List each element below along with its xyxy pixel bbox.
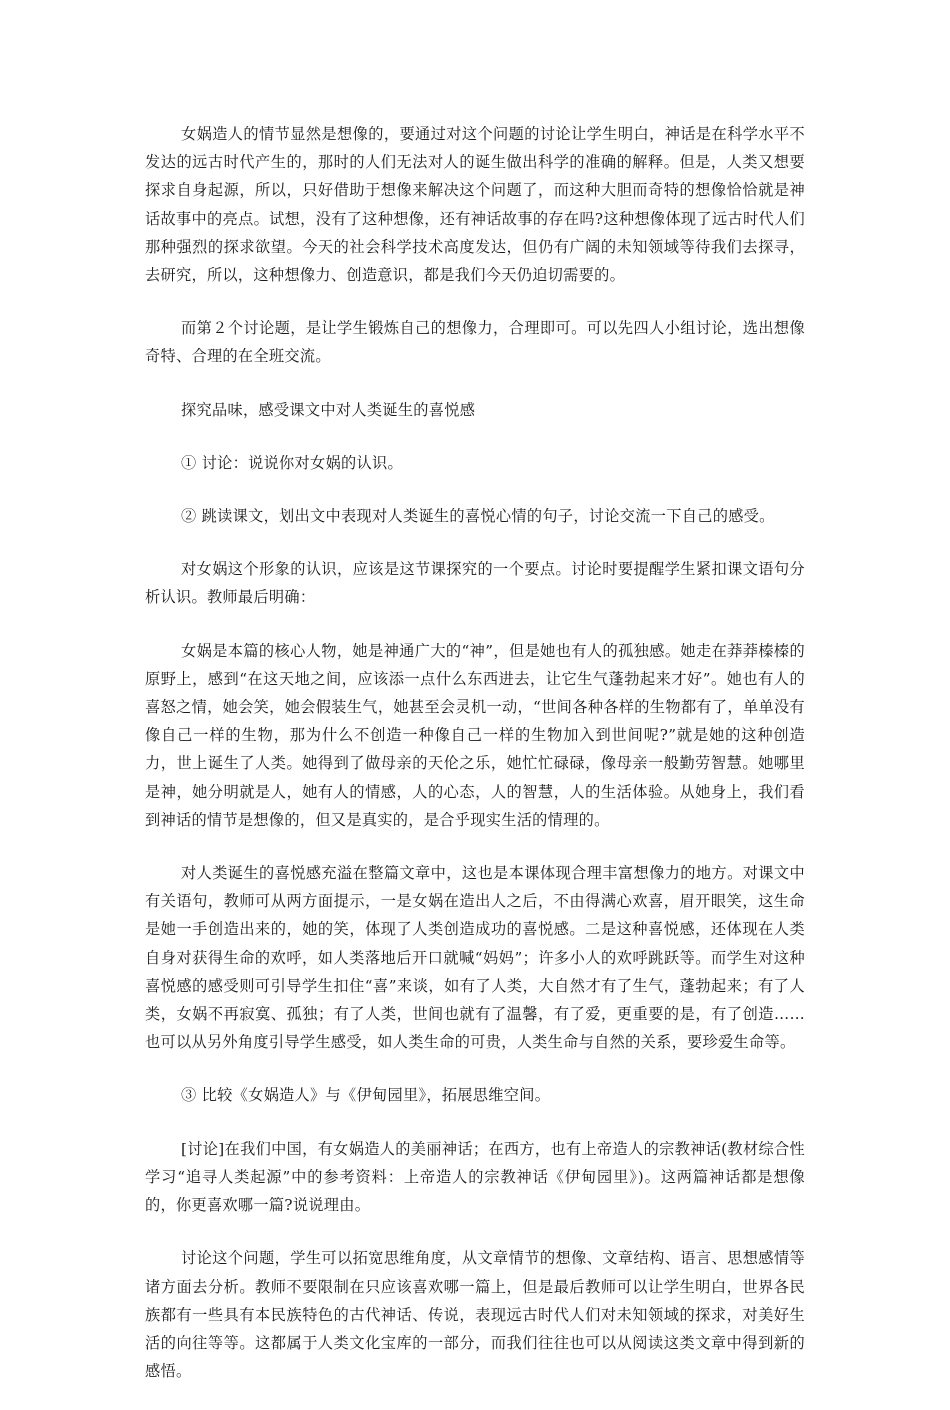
paragraph-nuwa-image: 对女娲这个形象的认识，应该是这节课探究的一个要点。讨论时要提醒学生紧扣课文语句分析认识。教师最后明确： [145, 560, 805, 607]
paragraph-myth-imagination: 女娲造人的情节显然是想像的，要通过对这个问题的讨论让学生明白，神话是在科学水平不发达的远古时代产生的，那时的人们无法对人的诞生做出科学的准确的解释。但是，人类又想要探求自身起源，所以，只好借助于想像来解决这个问题了，而这种大胆而奇特的想像恰恰就是神话故事中的亮点。试想，没有了这种想像，还有神话故事的存在吗?这种想像体现了远古时代人们那种强烈的探求欲望。今天的社会科学技术高度发达，但仍有广阔的未知领域等待我们去探寻，去研究，所以，这种想像力、创造意识，都是我们今天仍迫切需要的。 [145, 125, 805, 285]
paragraph-joy-of-birth: 对人类诞生的喜悦感充溢在整篇文章中，这也是本课体现合理丰富想像力的地方。对课文中有关语句，教师可从两方面提示，一是女娲在造出人之后，不由得满心欢喜，眉开眼笑，这生命是她一手创造出来的，她的笑，体现了人类创造成功的喜悦感。二是这种喜悦感，还体现在人类自身对获得生命的欢呼，如人类落地后开口就喊“妈妈”；许多小人的欢呼跳跃等。而学生对这种喜悦感的感受则可引导学生扣住“喜”来谈，如有了人类，大自然才有了生气，蓬勃起来；有了人类，女娲不再寂寞、孤独；有了人类，世间也就有了温馨，有了爱，更重要的是，有了创造……也可以从另外角度引导学生感受，如人类生命的可贵，人类生命与自然的关系，要珍爱生命等。 [145, 864, 805, 1052]
paragraph-broaden-thinking: 讨论这个问题，学生可以拓宽思维角度，从文章情节的想像、文章结构、语言、思想感情等诸方面去分析。教师不要限制在只应该喜欢哪一篇上，但是最后教师可以让学生明白，世界各民族都有一些具有本民族特色的古代神话、传说，表现远古时代人们对未知领域的探求，对美好生活的向往等等。这都属于人类文化宝库的一部分，而我们往往也可以从阅读这类文章中得到新的感悟。 [145, 1249, 805, 1381]
paragraph-nuwa-character: 女娲是本篇的核心人物，她是神通广大的“神”，但是她也有人的孤独感。她走在莽莽榛榛的原野上，感到“在这天地之间，应该添一点什么东西进去，让它生气蓬勃起来才好”。她也有人的喜怒之情，她会笑，她会假装生气，她甚至会灵机一动，“世间各种各样的生物都有了，单单没有像自己一样的生物，那为什么不创造一种像自己一样的生物加入到世间呢?”就是她的这种创造力，世上诞生了人类。她得到了做母亲的天伦之乐，她忙忙碌碌，像母亲一般勤劳智慧。她哪里是神，她分明就是人，她有人的情感，人的心态，人的智慧，人的生活体验。从她身上，我们看到神话的情节是想像的，但又是真实的，是合乎现实生活的情理的。 [145, 641, 805, 829]
paragraph-discussion-two: 而第２个讨论题，是让学生锻炼自己的想像力，合理即可。可以先四人小组讨论，选出想像奇特、合理的在全班交流。 [145, 319, 805, 366]
document-body [145, 120, 805, 1410]
section-heading-joy: 探究品味，感受课文中对人类诞生的喜悦感 [181, 400, 476, 419]
list-item-skim-text: ② 跳读课文，划出文中表现对人类诞生的喜悦心情的句子，讨论交流一下自己的感受。 [181, 507, 775, 526]
list-item-compare-texts: ③ 比较《女娲造人》与《伊甸园里》，拓展思维空间。 [181, 1086, 551, 1105]
list-item-discuss-nuwa: ① 讨论：说说你对女娲的认识。 [181, 453, 403, 472]
paragraph-discussion-eden: [讨论]在我们中国，有女娲造人的美丽神话；在西方，也有上帝造人的宗教神话(教材综合性学习“追寻人类起源”中的参考资料：上帝造人的宗教神话《伊甸园里》)。这两篇神话都是想像的，你更喜欢哪一篇?说说理由。 [145, 1139, 805, 1215]
